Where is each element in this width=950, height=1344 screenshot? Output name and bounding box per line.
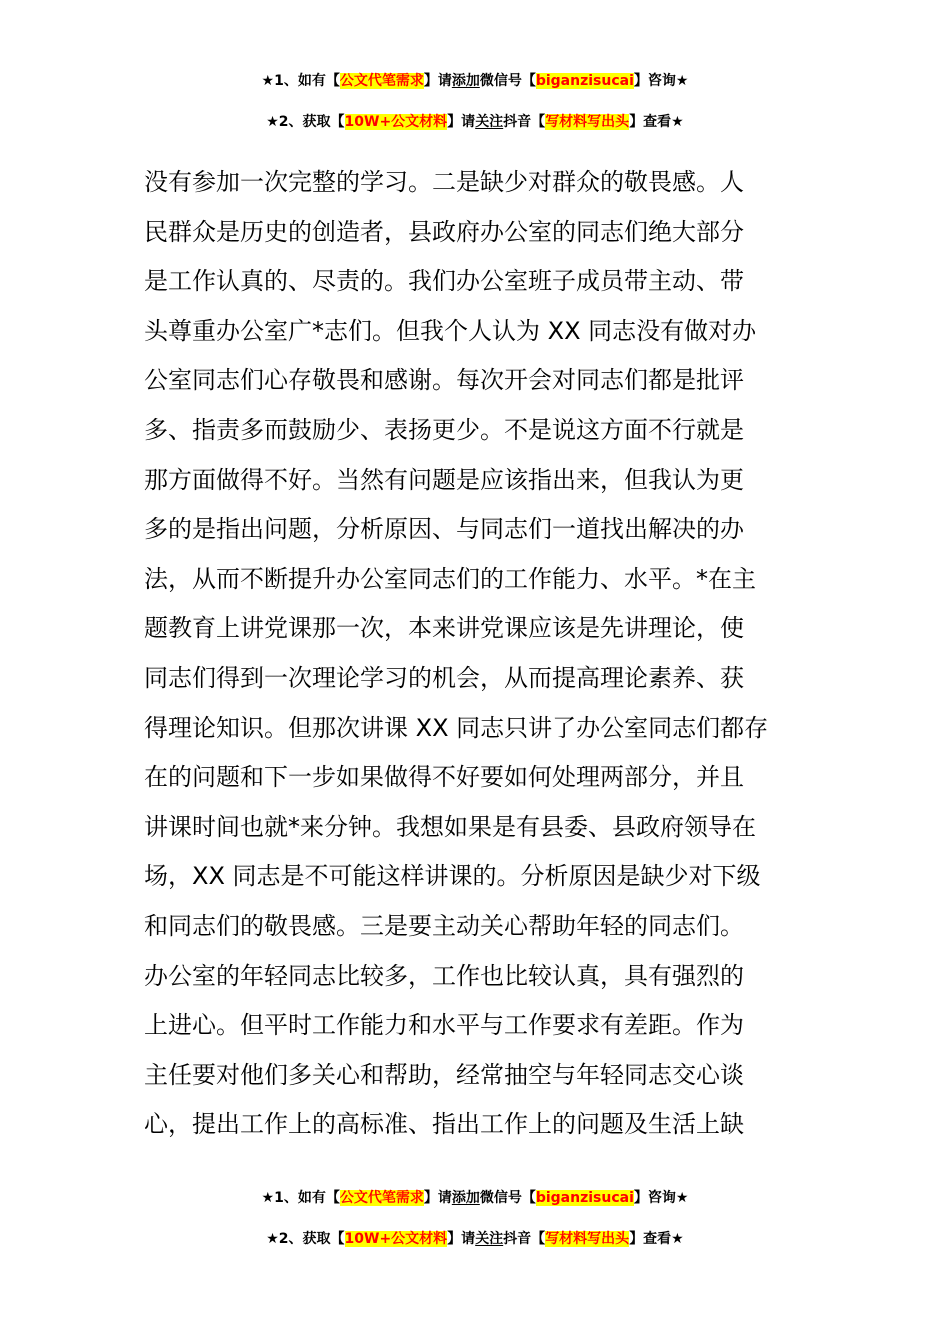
promo-emphasis: 关注 [475, 114, 504, 130]
promo-highlight-douyin: 写材料写出头 [545, 1231, 630, 1247]
promo-highlight-materials: 10W+公文材料 [344, 114, 448, 130]
body-line: 和同志们的敬畏感。三是要主动关心帮助年轻的同志们。 [144, 911, 744, 940]
document-body [144, 158, 808, 1150]
body-line: 公室同志们心存敬畏和感谢。每次开会对同志们都是批评 [144, 366, 744, 395]
body-line: 头尊重办公室广*志们。但我个人认为 XX 同志没有做对办 [144, 316, 757, 345]
body-line: 主任要对他们多关心和帮助，经常抽空与年轻同志交心谈 [144, 1060, 744, 1089]
promo-text: 抖音【 [503, 114, 546, 130]
promo-suffix: 】查看★ [629, 114, 684, 130]
promo-text: 】请 [423, 1190, 452, 1206]
body-line: 讲课时间也就*来分钟。我想如果是有县委、县政府领导在 [144, 812, 756, 841]
footer-promo-line-2 [0, 1228, 950, 1250]
body-line: 没有参加一次完整的学习。二是缺少对群众的敬畏感。人 [144, 168, 744, 196]
promo-text: 】请 [447, 114, 476, 130]
header-promo-line-1 [0, 70, 950, 92]
promo-emphasis: 添加 [451, 1190, 480, 1206]
body-line: 多的是指出问题，分析原因、与同志们一道找出解决的办 [144, 515, 744, 544]
promo-highlight-wechat-id: biganzisucai [535, 1190, 634, 1206]
body-line: 题教育上讲党课那一次，本来讲党课应该是先讲理论，使 [144, 614, 744, 643]
promo-prefix: ★2、获取【 [266, 1231, 345, 1247]
promo-prefix: ★2、获取【 [266, 114, 345, 130]
promo-text: 抖音【 [503, 1231, 546, 1247]
promo-suffix: 】咨询★ [633, 73, 689, 89]
promo-prefix: ★1、如有【 [261, 73, 340, 89]
body-line: 场，XX 同志是不可能这样讲课的。分析原因是缺少对下级 [144, 862, 761, 891]
body-line: 在的问题和下一步如果做得不好要如何处理两部分，并且 [144, 763, 744, 792]
promo-text: 】请 [423, 73, 452, 89]
promo-highlight-service: 公文代笔需求 [339, 73, 424, 89]
promo-suffix: 】查看★ [629, 1231, 684, 1247]
promo-highlight-douyin: 写材料写出头 [545, 114, 630, 130]
body-line: 是工作认真的、尽责的。我们办公室班子成员带主动、带 [144, 267, 744, 296]
promo-highlight-service: 公文代笔需求 [339, 1190, 424, 1206]
promo-text: 微信号【 [479, 1190, 536, 1206]
promo-emphasis: 添加 [451, 73, 480, 89]
promo-text: 】请 [447, 1231, 476, 1247]
body-line: 上进心。但平时工作能力和水平与工作要求有差距。作为 [144, 1011, 744, 1040]
promo-prefix: ★1、如有【 [261, 1190, 340, 1206]
promo-suffix: 】咨询★ [633, 1190, 689, 1206]
footer-promo-line-1 [0, 1187, 950, 1209]
body-line: 多、指责多而鼓励少、表扬更少。不是说这方面不行就是 [144, 415, 744, 444]
header-promo-line-2 [0, 111, 950, 133]
promo-highlight-wechat-id: biganzisucai [535, 73, 634, 89]
body-line: 同志们得到一次理论学习的机会，从而提高理论素养、获 [144, 663, 744, 692]
body-line: 心，提出工作上的高标准、指出工作上的问题及生活上缺 [144, 1110, 744, 1139]
body-line: 法，从而不断提升办公室同志们的工作能力、水平。*在主 [144, 564, 756, 593]
body-line: 得理论知识。但那次讲课 XX 同志只讲了办公室同志们都存 [144, 713, 769, 742]
promo-emphasis: 关注 [475, 1231, 504, 1247]
body-line: 办公室的年轻同志比较多，工作也比较认真，具有强烈的 [144, 961, 744, 990]
promo-text: 微信号【 [479, 73, 536, 89]
body-line: 那方面做得不好。当然有问题是应该指出来，但我认为更 [144, 465, 744, 494]
promo-highlight-materials: 10W+公文材料 [344, 1231, 448, 1247]
body-line: 民群众是历史的创造者，县政府办公室的同志们绝大部分 [144, 217, 744, 246]
